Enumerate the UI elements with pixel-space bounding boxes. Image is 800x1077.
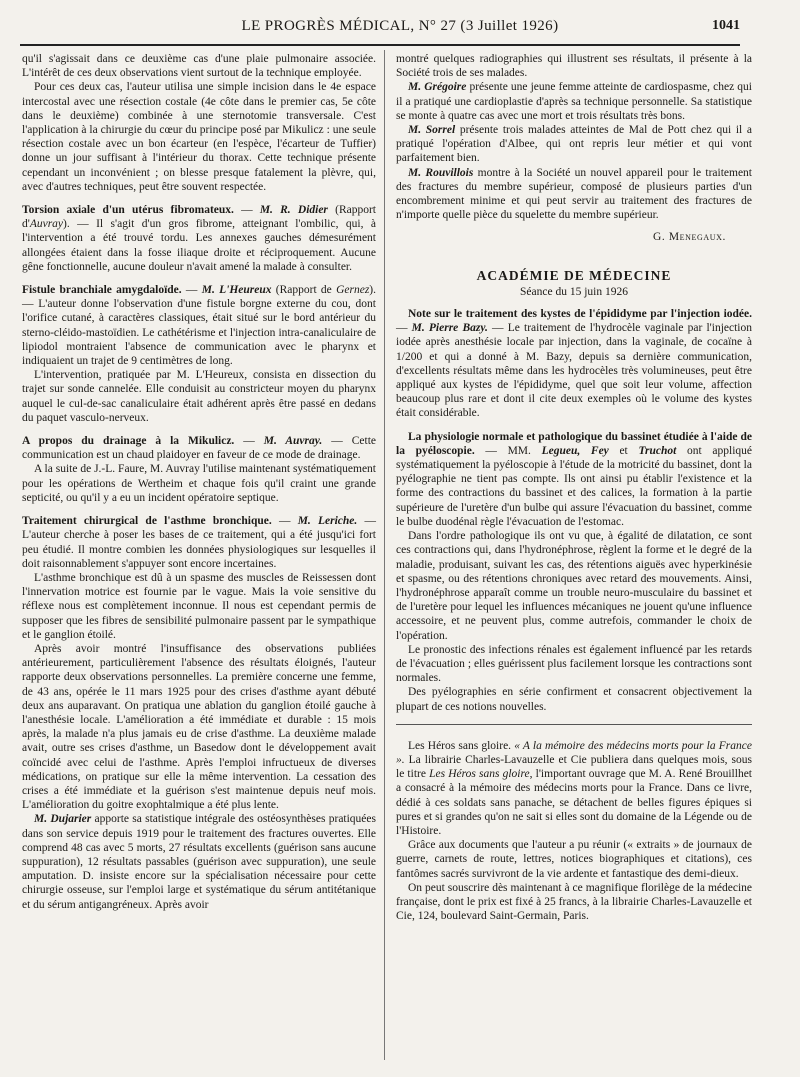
paragraph: Le pronostic des infections rénales est également influencé par les retards de l'évacuation ; elles guérissent plus facilement lorsque les contractions sont normales. — [396, 643, 752, 685]
article-author: M. Leriche. — [297, 515, 358, 528]
journal-title: LE PROGRÈS MÉDICAL, N° 27 (3 Juillet 1926) — [241, 18, 559, 34]
paragraph: L'asthme bronchique est dû à un spasme des muscles de Reissessen dont l'innervation motrice est fournie par le vague. Mais la voie sensitive du réflexe nous est complètement inconnue. Il nous est cependant permis de supposer que les fibres de sensibilité pulmonaire passent par le sympathique et le ganglion étoilé. — [22, 571, 376, 641]
running-header — [20, 4, 780, 42]
right-column — [396, 52, 752, 923]
paragraph: montré quelques radiographies qui illustrent ses résultats, il présente à la Société trois de ses malades. — [396, 53, 752, 80]
article-author: M. Pierre Bazy. — [411, 322, 488, 335]
article-author: M. L'Heureux — [201, 284, 272, 297]
page-number: 1041 — [712, 18, 740, 33]
paragraph: M. Grégoire présente une jeune femme atteinte de cardiospasme, chez qui il a pratiqué une cardioplastie d'après sa technique personnelle. Sa statistique se monte à quatre cas avec une mort et trois résultats très bons. — [396, 81, 752, 122]
book-title: Les Héros sans gloire — [429, 768, 530, 781]
paragraph: qu'il s'agissait dans ce deuxième cas d'une plaie pulmonaire associée. L'intérêt de ces deux observations vient surtout de la technique employée. — [22, 53, 376, 80]
article-body: Torsion axiale d'un utérus fibromateux. — M. R. Didier (Rapport d'Auvray). — Il s'agit d'un gros fibrome, atteignant l'ombilic, qui, à l'intervention a été trouvé tordu. Les annexes gauches démesurément allongées étaient dans la fosse iliaque droite et réciproquement. Aucune gêne fonctionnelle, aucune douleur n'avait amené la malade à consulter. — [22, 204, 377, 273]
article-drainage — [22, 434, 376, 505]
article-title: Traitement chirurgical de l'asthme bronchique. — [22, 515, 272, 528]
paragraph: Pour ces deux cas, l'auteur utilisa une simple incision dans le 4e espace intercostal avec une résection costale (4e côte dans le premier cas, 5e côte dans le deuxième) combinée à une sternotomie transversale. C'est l'application à la chirurgie du cœur du principe posé par Mikulicz : une seule résection costale avec un bon écarteur (en l'espèce, l'écarteur de Tuffier) donne un jour suffisant à l'intérieur du thorax. Cette technique présente cependant un inconvénient ; on blesse presque fatalement la plèvre, qui, avec d'autres techniques, peut être souvent respectée. — [22, 81, 376, 193]
paragraph: On peut souscrire dès maintenant à ce magnifique florilège de la médecine française, dont le prix est fixé à 25 francs, à la librairie Charles-Lavauzelle et Cie, 124, boulevard Saint-Germain, Paris. — [396, 881, 752, 923]
article-author: Legueu, Fey — [541, 444, 609, 457]
paragraph: M. Rouvillois montre à la Société un nouvel appareil pour le traitement des fractures du membre supérieur, composé de plusieurs parties d'un encombrement minime et qui peut servir au traitement des fractures de n'importe quelle pièce du squelette du membre supérieur. — [396, 166, 752, 222]
article-bassinet — [396, 430, 752, 714]
paragraph: Dans l'ordre pathologique ils ont vu que, à égalité de dilatation, ce sont ces contractions qui, dans l'hydronéphrose, règlent la forme et le degré de la maladie, produisant, suivant les cas, des rétentions aiguës avec hyperkinésie et spasme, ou des rétentions chroniques avec retard des mouvements. Ainsi, l'hydronéphrose apparaît comme un trouble neuro-musculaire du bassinet et de l'uretère pour lequel les influences mécaniques ne jouent qu'une influence accessoire, et ne peuvent plus, comme autrefois, commander le choix de l'opération. — [396, 530, 752, 642]
article-body: Fistule branchiale amygdaloïde. — M. L'Heureux (Rapport de Gernez). — L'auteur donne l'observation d'une fistule borgne externe du cou, dont l'orifice cutané, à caractères classiques, était situé sur le bord antérieur du sterno-cléido-mastoïdien. Le cathétérisme et l'injection intra-canaliculaire de lipiodol montraient l'absence de communication avec le pharynx et indiquaient un trajet de 9 centimètres de long. — [22, 284, 377, 368]
article-body: Les Héros sans gloire. « A la mémoire des médecins morts pour la France ». La librairie Charles-Lavauzelle et Cie publiera dans quelques mois, sous le titre Les Héros sans gloire, l'important ouvrage que M. A. René Brouillhet a consacré à la mémoire des médecins morts pour la France. Dans ce livre, dédié à ces soldats sans panache, se détachent de belles figures épiques si pures et si grandes qu'on ne sait si elles sont du domaine de la Légende ou de l'Histoire. — [396, 739, 752, 837]
article-torsion — [22, 203, 376, 274]
article-fistule — [22, 283, 376, 425]
article-title: La physiologie normale et pathologique du bassinet étudiée à l'aide de la pyéloscopie. — [396, 430, 752, 457]
section-title: ACADÉMIE DE MÉDECINE — [476, 267, 672, 283]
article-author: M. Grégoire — [408, 81, 467, 94]
article-body: A propos du drainage à la Mikulicz. — M. Auvray. — Cette communication est un chaud plaidoyer en faveur de ce mode de drainage. — [22, 435, 376, 462]
paragraph: M. Dujarier apporte sa statistique intégrale des ostéosynthèses pratiquées dans son service depuis 1919 pour le traitement des fractures ouvertes. Elle comprend 48 cas avec 5 morts, 27 résultats excellents (guérison sans aucune suppuration), 12 résultats passables (guérison avec suppuration), une seule amputation. D. insiste encore sur la spécialisation nécessaire pour cette chirurgie osseuse, sur l'emploi large et systématique du sérum antitétanique et du sérum antigangréneux. Après avoir — [22, 813, 376, 911]
paragraph: Après avoir montré l'insuffisance des observations publiées antérieurement, particulièrement l'absence des résultats éloignés, l'auteur rapporte deux observations personnelles. La première concerne une femme, de 43 ans, opérée le 11 mars 1925 pour des crises d'asthme ayant débuté deux ans auparavant. On pratiqua une ablation du ganglion étoilé gauche à l'anesthésie locale. L'amélioration a été immédiate et durable : 15 mois après, la malade n'a plus jamais eu de crise d'asthme. La deuxième malade avait, outre ses crises d'asthme, un Basedow dont le développement avait coïncidé avec celui de l'asthme. Après l'emploi infructueux de diverses médications, on pratique sur elle la même intervention. La cessation des crises a été immédiate et la guérison s'est maintenue depuis neuf mois. L'amélioration du goitre exophtalmique a été plus lente. — [22, 642, 376, 812]
article-body: Note sur le traitement des kystes de l'épididyme par l'injection iodée. — M. Pierre Bazy. — Le traitement de l'hydrocèle vaginale par l'injection iodée après anesthésie locale par injection, dans la vaginale, de cocaïne à 1/200 et qui a donné à M. Bazy, depuis sa dernière communication, d'excellents résultats même dans les hydrocèles très volumineuses, peut être appliqué aux kystes de l'épididyme, quel que soit leur volume, affection beaucoup plus rare et dont il cite deux exemples où le volume des kystes était considérable. — [396, 308, 752, 420]
quote: « A la mémoire des médecins morts pour la France ». — [396, 739, 752, 766]
article-author: M. Dujarier — [34, 813, 92, 826]
paragraph: L'intervention, pratiquée par M. L'Heureux, consista en dissection du trajet sur sonde cannelée. Elle conduisit au constricteur moyen du pharynx auquel le cul-de-sac canaliculaire était adhérent après être passé en dedans du paquet vasculo-nerveux. — [22, 369, 376, 424]
article-asthme — [22, 514, 376, 912]
article-title: Note sur le traitement des kystes de l'épididyme par l'injection iodée. — [408, 308, 752, 321]
left-column — [22, 52, 376, 912]
article-title: Les Héros sans gloire. — [408, 739, 512, 752]
section-date: Séance du 15 juin 1926 — [520, 285, 628, 298]
article-body: La physiologie normale et pathologique du bassinet étudiée à l'aide de la pyéloscopie. — MM. Legueu, Fey et Truchot ont appliqué systématiquement la pyéloscopie à l'étude de la motricité du bassinet, dont la pyélographie ne tient pas compte. Ils ont ainsi pu établir l'existence et la forme des contractions du bassinet et des calices, la formation à la partie supérieure de l'uretère d'un bulbe qui assure l'évacuation du bassinet, comme le bulbe duodénal règle l'évacuation de l'estomac. — [396, 430, 753, 528]
article-author: M. R. Didier — [259, 204, 328, 217]
article-author: M. Auvray. — [263, 435, 323, 448]
article-author: M. Sorrel — [408, 124, 456, 137]
signature: G. Menegaux. — [652, 231, 726, 244]
header-rule — [20, 44, 740, 46]
paragraph: Des pyélographies en série confirment et consacrent objectivement la plupart de ces notions nouvelles. — [396, 686, 752, 713]
article-title: Torsion axiale d'un utérus fibromateux. — [22, 204, 234, 217]
article-body: Traitement chirurgical de l'asthme bronchique. — M. Leriche. — L'auteur cherche à poser les bases de ce traitement, qui a été jusqu'ici fort peu étudié. Il montre combien les données physiologiques sur lesquelles il doit raisonnablement s'appuyer sont encore incertaines. — [22, 515, 377, 570]
column-divider — [384, 50, 385, 1060]
paragraph: M. Sorrel présente trois malades atteintes de Mal de Pott chez qui il a pratiqué l'opération d'Albee, qui ont repris leur métier et qui vont parfaitement bien. — [396, 124, 752, 165]
article-title: Fistule branchiale amygdaloïde. — [22, 284, 182, 297]
paragraph: Grâce aux documents que l'auteur a pu réunir (« extraits » de journaux de guerre, carnets de route, lettres, notices biographiques et citations), ces fantômes sacrés survivront de la vie ardente et fantastique des demi-dieux. — [396, 839, 752, 880]
article-title: A propos du drainage à la Mikulicz. — [22, 435, 235, 448]
announcement-box — [396, 724, 752, 924]
article-author: M. Rouvillois — [408, 166, 474, 179]
paragraph: A la suite de J.-L. Faure, M. Auvray l'utilise maintenant systématiquement pour les opérations de Wertheim et chaque fois qu'il craint une grande septicité, ou qu'il y a eu un incident opératoire septique. — [22, 463, 376, 504]
article-author: Truchot — [638, 444, 677, 457]
